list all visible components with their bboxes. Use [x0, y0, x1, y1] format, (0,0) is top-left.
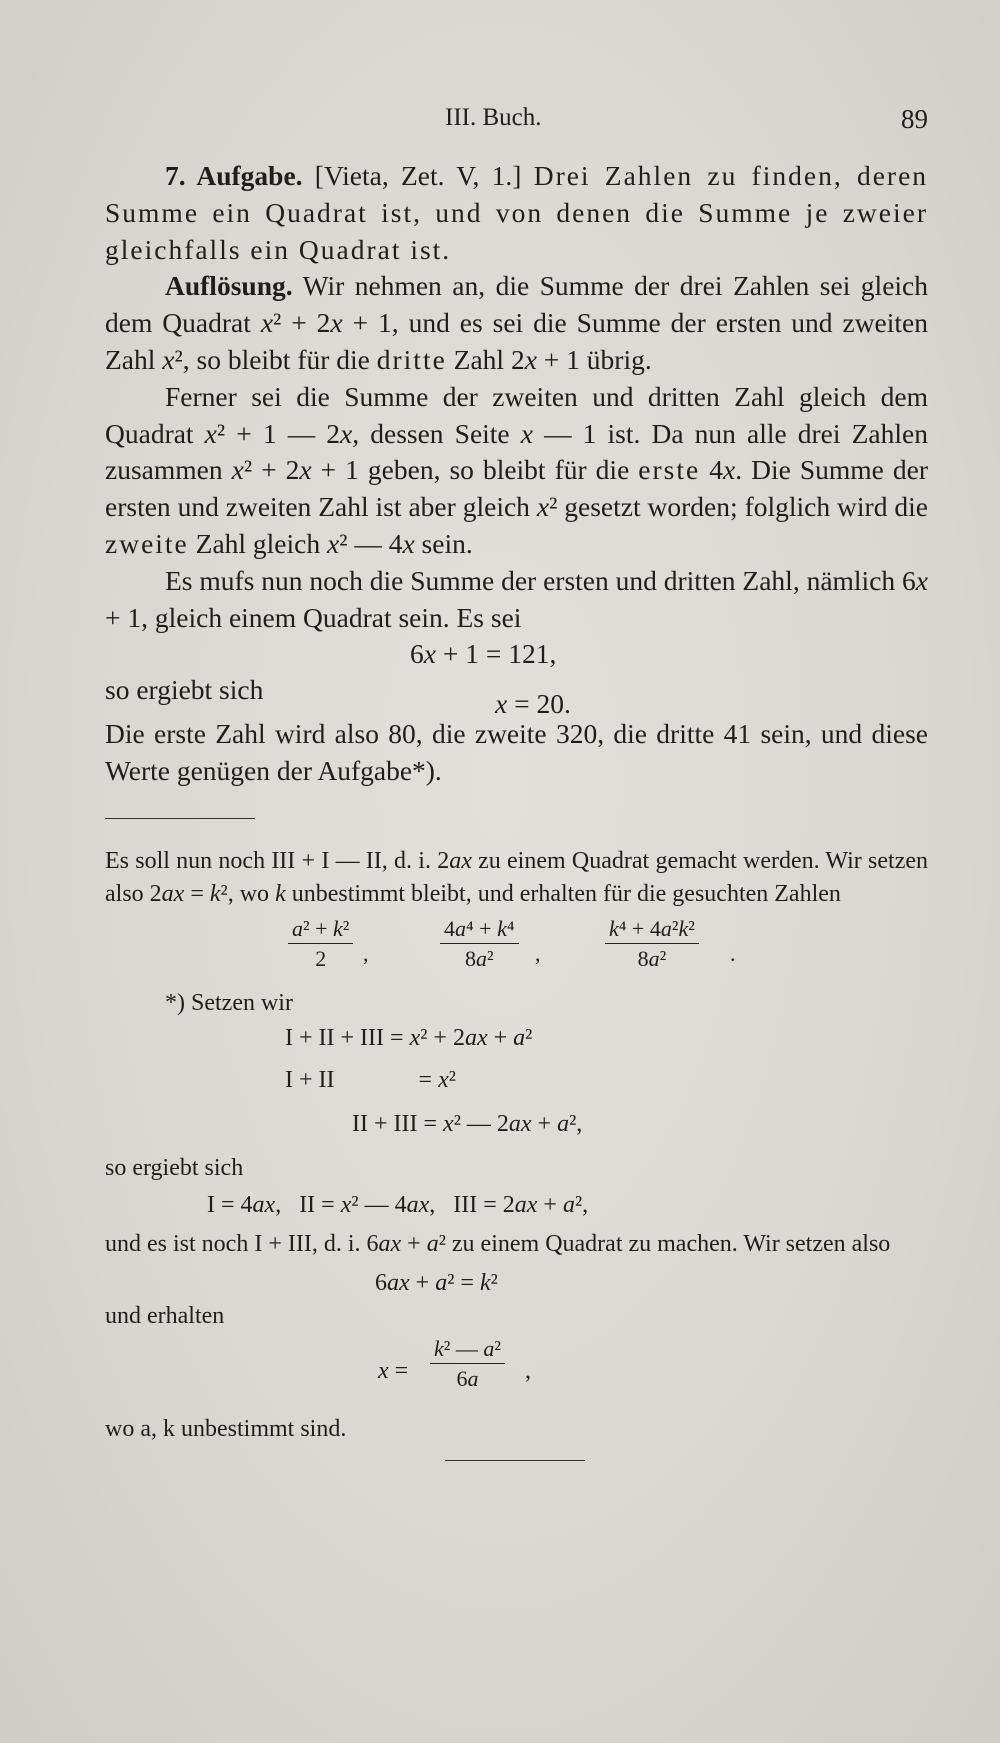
footnote-end: wo a, k unbestimmt sind. [105, 1415, 347, 1442]
footnote-so-ergiebt: so ergiebt sich [105, 1154, 244, 1181]
system-eq-1: I + II + III = x² + 2ax + a² [285, 1024, 533, 1051]
footnote-values: I = 4ax, II = x² — 4ax, III = 2ax + a², [207, 1191, 589, 1218]
fraction-3: $\frac{\text{k⁴ + 4a²k²}}{\text{8a²}}$ [605, 915, 699, 974]
solution-paragraph-1: Auflösung. Wir nehmen an, die Summe der drei Zahlen sei gleich dem Quadrat x² + 2x + 1, und es sei die Summe der ersten und zweiten Zahl x², so bleibt für die dritte Zahl 2x + 1 übrig. [105, 270, 928, 375]
footnote-rule [105, 818, 255, 819]
so-ergiebt-label: so ergiebt sich [105, 674, 264, 706]
footnote-paragraph-2: und es ist noch I + III, d. i. 6ax + a² zu einem Quadrat zu machen. Wir setzen also [105, 1230, 891, 1257]
solution-paragraph-3: Es mufs nun noch die Summe der ersten und dritten Zahl, nämlich 6x + 1, gleich einem Quadrat sein. Es sei [105, 564, 928, 633]
footnote-marker: *) Setzen wir [165, 989, 293, 1016]
problem-reference: [Vieta, Zet. V, 1.] [314, 160, 522, 191]
system-eq-2: I + II = x² [285, 1066, 456, 1093]
equation-block [105, 636, 928, 720]
system-eq-3: II + III = x² — 2ax + a², [352, 1110, 583, 1137]
fraction-x: $\frac{\text{k² — a²}}{6a}$ [430, 1335, 505, 1394]
fraction-1: $\frac{\text{a² + k²}}{2}$ [288, 915, 353, 974]
running-head: III. Buch. [445, 104, 542, 131]
problem-label: 7. Aufgabe. [165, 160, 303, 191]
solution-label: Auflösung. [165, 270, 293, 302]
problem-text: Drei Zahlen zu finden, deren Summe ein Quadrat ist, und von denen die Summe je zweier gleichfalls ein Quadrat ist. [105, 160, 929, 265]
fractions-row: $\frac{\text{a² + k²}}{2}$ , $\frac{\text{4a⁴ + k⁴}}{\text{8a²}}$ , $\frac{\text{k⁴ + 4a²k²}}{\text{8a²}}$ . [105, 911, 928, 987]
solution-paragraph-2: Ferner sei die Summe der zweiten und dritten Zahl gleich dem Quadrat x² + 1 — 2x, dessen Seite x — 1 ist. Da nun alle drei Zahlen zusammen x² + 2x + 1 geben, so bleibt für die erste 4x. Die Summe der ersten und zweiten Zahl ist aber gleich x² gesetzt worden; folglich wird die zweite Zahl gleich x² — 4x sein. [105, 380, 928, 559]
problem-statement [105, 158, 928, 268]
equation-system [105, 1020, 928, 1152]
equation-x-20: x = 20. [495, 688, 571, 720]
page-number: 89 [901, 104, 928, 134]
end-rule [445, 1460, 585, 1461]
equation-6ax: 6ax + a² = k² [375, 1269, 498, 1296]
page-body [105, 158, 928, 1461]
fraction-2: $\frac{\text{4a⁴ + k⁴}}{\text{8a²}}$ [440, 915, 519, 974]
footnote-area [105, 845, 928, 1461]
result-paragraph: Die erste Zahl wird also 80, die zweite 320, die dritte 41 sein, und diese Werte genügen der Aufgabe*). [105, 718, 928, 787]
footnote-paragraph-1: Es soll nun noch III + I — II, d. i. 2ax zu einem Quadrat gemacht werden. Wir setzen also 2ax = k², wo k unbestimmt bleibt, und erhalten für die gesuchten Zahlen [105, 847, 929, 907]
equation-6x-plus-1: 6x + 1 = 121, [410, 638, 557, 670]
equation-x-fraction: x = $\frac{\text{k² — a²}}{6a}$ , [105, 1333, 928, 1413]
footnote-und-erhalten: und erhalten [105, 1302, 225, 1329]
